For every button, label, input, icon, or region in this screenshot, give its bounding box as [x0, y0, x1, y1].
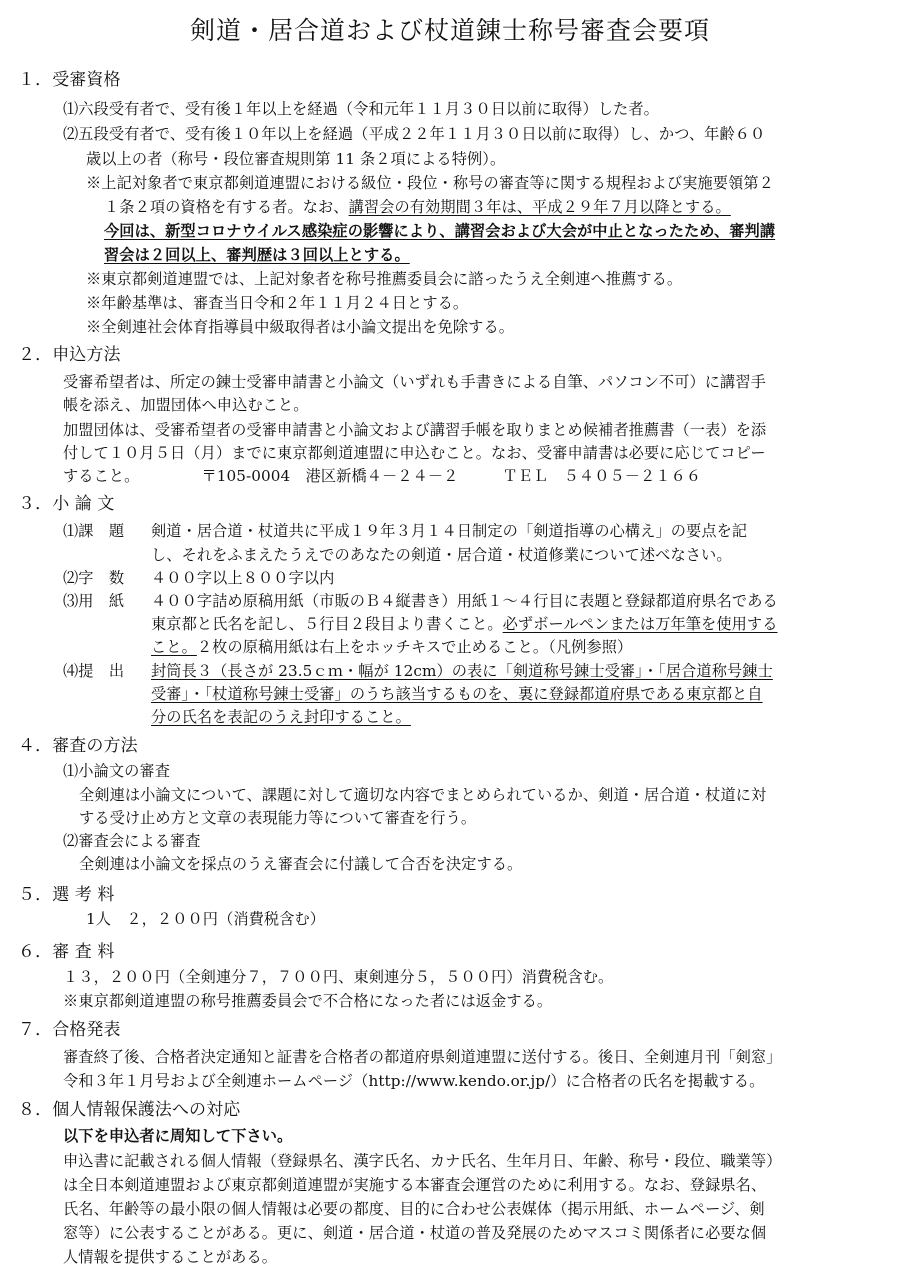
- s1-item-2-line-2: 歳以上の者（称号・段位審査規則第 11 条２項による特例）。: [86, 150, 506, 168]
- s8-line-4: 窓等）に公表することがある。更に、剣道・居合道・杖道の普及発展のためマスコミ関係者に必要な個: [63, 1224, 767, 1242]
- s5-line-1: 1人 ２，２００円（消費税含む）: [86, 910, 326, 928]
- s2-line-4: 付して１０月５日（月）までに東京都剣道連盟に申込むこと。なお、受審申請書は必要に応じてコピー: [63, 444, 766, 462]
- s7-line-1: 審査終了後、合格者決定通知と証書を合格者の都道府県剣道連盟に送付する。後日、全剣連月刊「剣窓」: [63, 1048, 782, 1066]
- s2-line-2: 帳を添え、加盟団体へ申込むこと。: [63, 396, 309, 414]
- s3-c-line-1: ４００字詰め原稿用紙（市販のＢ４縦書き）用紙１～４行目に表題と登録都道府県名である: [151, 592, 778, 610]
- s1-notice-line-2: 習会は２回以上、審判歴は３回以上とする。: [104, 246, 410, 264]
- s3-d-line-1: 封筒長３（長さが 23.5ｃｍ・幅が 12cm）の表に「剣道称号錬士受審」・「居合道称号錬士: [151, 662, 773, 680]
- s3-c-line-3-underlined: こと。: [151, 638, 197, 656]
- section-5-heading: ５．選 考 料: [18, 885, 115, 905]
- s8-line-1: 申込書に記載される個人情報（登録県名、漢字氏名、カナ氏名、生年月日、年齢、称号・段位、職業等）: [63, 1152, 782, 1170]
- section-2-heading: ２．申込方法: [18, 345, 121, 365]
- s3-c-line-3-text: ２枚の原稿用紙は右上をホッチキスで止めること。（凡例参照）: [196, 638, 633, 656]
- s1-note-5: ※全剣連社会体育指導員中級取得者は小論文提出を免除する。: [86, 318, 515, 336]
- s4-sub-2: ⑵審査会による審査: [63, 832, 201, 850]
- section-1-heading: １．受審資格: [18, 70, 121, 90]
- section-7-heading: ７．合格発表: [18, 1020, 121, 1040]
- s2-line-5-text: すること。: [63, 467, 140, 485]
- s3-b-label: ⑵字 数: [63, 569, 125, 587]
- s8-line-2: は全日本剣道連盟および東京都剣道連盟が実施する本審査会運営のために利用する。なお、登録県名、: [63, 1176, 767, 1194]
- s1-item-2-line-1: ⑵五段受有者で、受有後１０年以上を経過（平成２２年１１月３０日以前に取得）し、かつ、年齢６０: [63, 125, 766, 143]
- s8-line-5: 人情報を提供することがある。: [63, 1248, 278, 1266]
- s3-c-label: ⑶用 紙: [63, 592, 125, 610]
- s3-b-line-1: ４００字以上８００字以内: [151, 569, 335, 587]
- s3-a-label: ⑴課 題: [63, 522, 125, 540]
- section-6-heading: ６．審 査 料: [18, 942, 115, 962]
- s4-sub-1: ⑴小論文の審査: [63, 762, 171, 780]
- s2-tel: ＴＥＬ ５４０５－２１６６: [502, 467, 702, 485]
- s3-c-line-2-underlined: 必ずボールペンまたは万年筆を使用する: [502, 615, 778, 633]
- s2-line-1: 受審希望者は、所定の錬士受審申請書と小論文（いずれも手書きによる自筆、パソコン不可）に講習手: [63, 373, 766, 391]
- s3-a-line-1: 剣道・居合道・杖道共に平成１９年３月１４日制定の「剣道指導の心構え」の要点を記: [151, 522, 748, 540]
- s1-note-1-line-1: ※上記対象者で東京都剣道連盟における級位・段位・称号の審査等に関する規程および実施要領第２: [86, 174, 774, 192]
- s6-line-2: ※東京都剣道連盟の称号推薦委員会で不合格になった者には返金する。: [63, 992, 553, 1010]
- s3-d-line-3: 分の氏名を表記のうえ封印すること。: [151, 708, 411, 726]
- section-8-heading: ８．個人情報保護法への対応: [18, 1100, 241, 1120]
- s2-line-3: 加盟団体は、受審希望者の受審申請書と小論文および講習手帳を取りまとめ候補者推薦書（一表）を添: [63, 421, 767, 439]
- s3-c-line-2: [151, 614, 778, 634]
- s1-note-1-text: １条２項の資格を有する者。なお、: [104, 198, 349, 216]
- s3-c-line-3: [151, 637, 632, 657]
- s4-p1-line-2: する受け止め方と文章の表現能力等について審査を行う。: [79, 809, 477, 827]
- s1-note-1-underlined: 講習会の有効期間３年は、平成２９年７月以降とする。: [348, 198, 731, 216]
- s3-a-line-2: し、それをふまえたうえでのあなたの剣道・居合道・杖道修業について述べなさい。: [151, 546, 732, 564]
- s8-line-3: 氏名、年齢等の最小限の個人情報は必要の都度、目的に合わせ公表媒体（掲示用紙、ホームページ、剣: [63, 1200, 765, 1218]
- s3-d-label: ⑷提 出: [63, 662, 125, 680]
- s4-p1-line-1: 全剣連は小論文について、課題に対して適切な内容でまとめられているか、剣道・居合道・杖道に対: [79, 786, 767, 804]
- s2-line-5: [63, 466, 701, 486]
- page-title: 剣道・居合道および杖道錬士称号審査会要項: [189, 16, 710, 45]
- s3-d-line-2: 受審」・「杖道称号錬士受審」のうち該当するものを、裏に登録都道府県である東京都と自: [151, 685, 763, 703]
- s8-notice: 以下を申込者に周知して下さい。: [63, 1127, 293, 1145]
- s1-note-4: ※年齢基準は、審査当日令和２年１１月２４日とする。: [86, 294, 469, 312]
- s1-notice-line-1: 今回は、新型コロナウイルス感染症の影響により、講習会および大会が中止となったため、審判講: [104, 222, 776, 240]
- s1-note-1-line-2: [104, 197, 731, 217]
- s1-note-3: ※東京都剣道連盟では、上記対象者を称号推薦委員会に諮ったうえ全剣連へ推薦する。: [86, 270, 683, 288]
- s2-address: 〒105-0004 港区新橋４－２４－２: [201, 467, 459, 485]
- section-3-heading: ３．小 論 文: [18, 494, 115, 514]
- s7-line-2: 令和３年１月号および全剣連ホームページ（http://www.kendo.or.jp/）に合格者の氏名を掲載する。: [63, 1072, 765, 1090]
- s1-item-1: ⑴六段受有者で、受有後１年以上を経過（令和元年１１月３０日以前に取得）した者。: [63, 100, 659, 118]
- s3-c-line-2-text: 東京都と氏名を記し、５行目２段目より書くこと。: [151, 615, 503, 633]
- section-4-heading: ４．審査の方法: [18, 736, 138, 756]
- s6-line-1: １３，２００円（全剣連分７，７００円、東剣連分５，５００円）消費税含む。: [63, 968, 614, 986]
- s4-p2: 全剣連は小論文を採点のうえ審査会に付議して合否を決定する。: [79, 855, 523, 873]
